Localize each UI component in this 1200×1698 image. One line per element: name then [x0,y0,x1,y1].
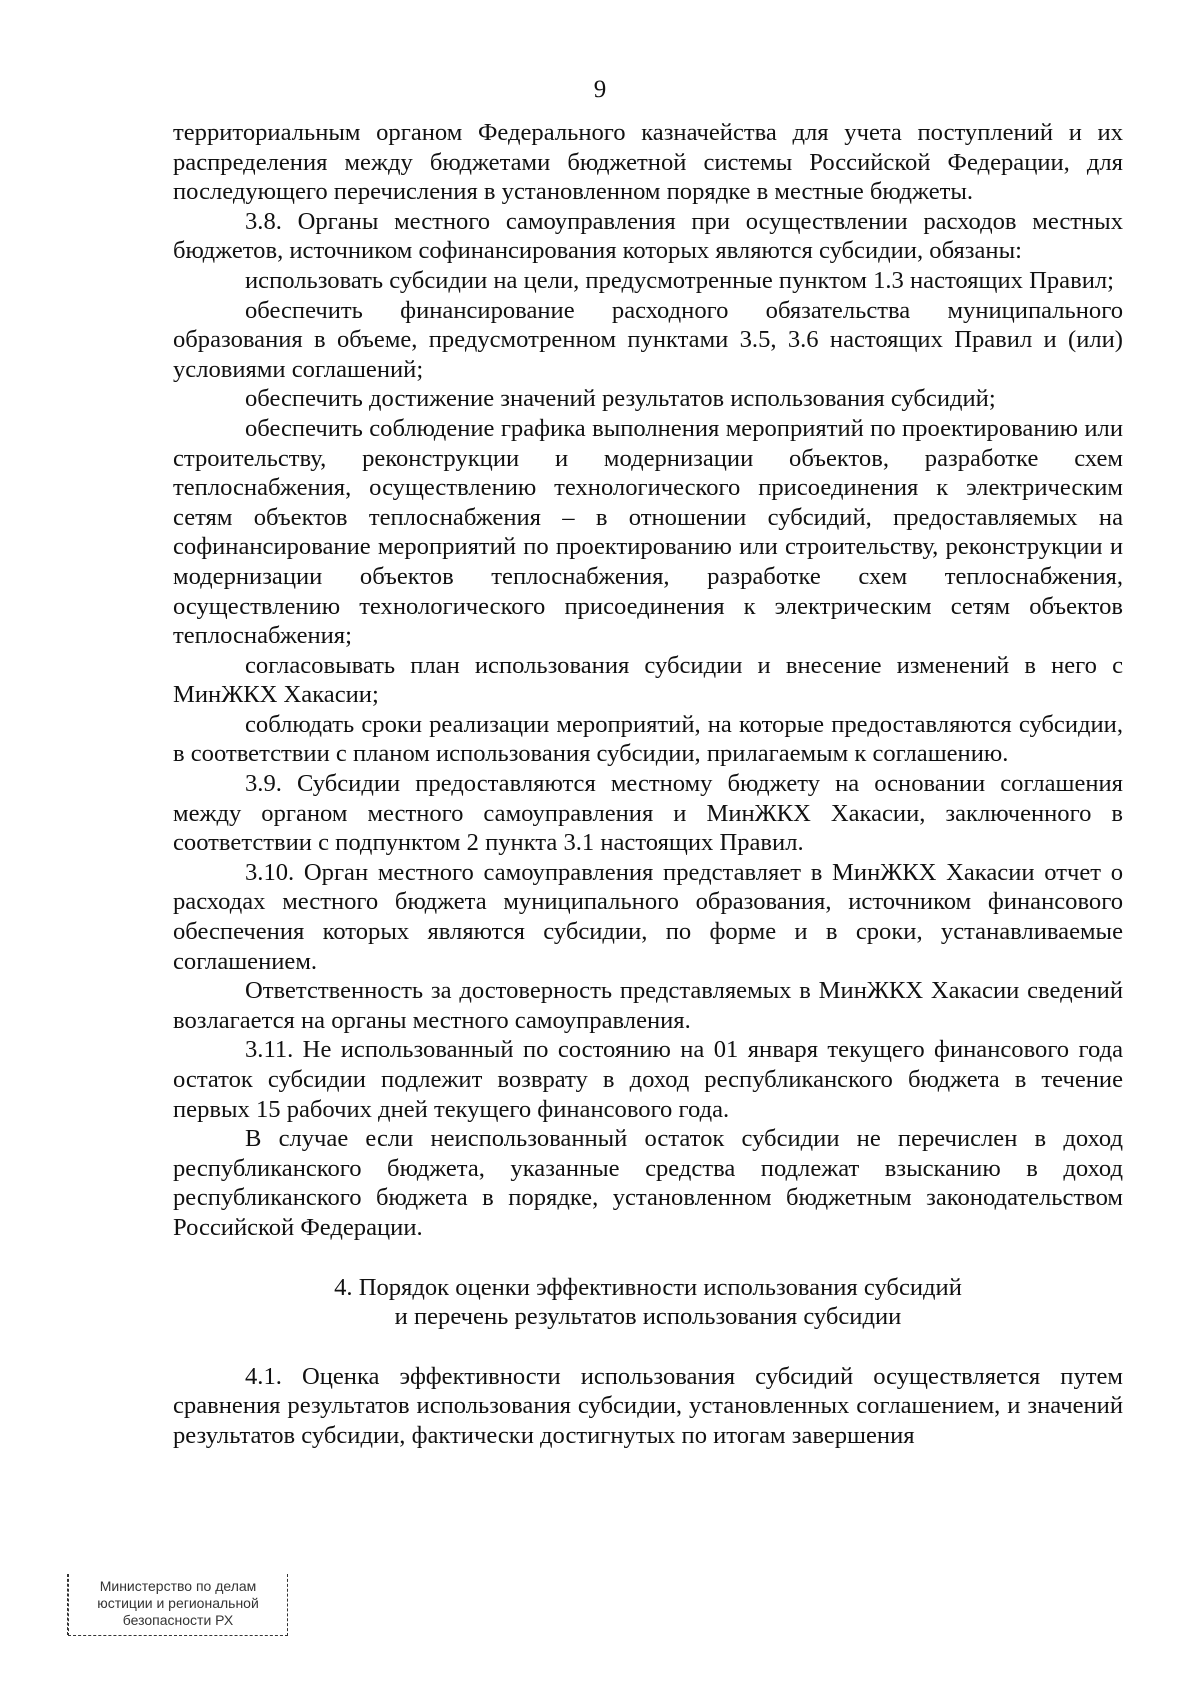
stamp-line-3: безопасности РХ [122,1612,234,1628]
paragraph-3-9: 3.9. Субсидии предоставляются местному бюджету на основании соглашения между органом местного самоуправления и МинЖКХ Хакасии, заключенного в соответствии с подпунктом 2 пункта 3.1 настоящих Правил. [173,770,1123,857]
paragraph-3-11: 3.11. Не использованный по состоянию на 01 января текущего финансового года остаток субсидии подлежит возврату в доход республиканского бюджета в течение первых 15 рабочих дней текущего финансового года. [173,1036,1123,1123]
paragraph-continuation: территориальным органом Федерального казначейства для учета поступлений и их распределения между бюджетами бюджетной системы Российской Федерации, для последующего перечисления в установленном порядке в местные бюджеты. [173,119,1123,206]
stamp-line-2: юстиции и региональной [97,1595,259,1611]
list-item-use-subsidies: использовать субсидии на цели, предусмотренные пунктом 1.3 настоящих Правил; [245,266,1114,294]
list-item-financing: обеспечить финансирование расходного обязательства муниципального образования в объеме, предусмотренном пунктами 3.5, 3.6 настоящих Правил и (или) условиями соглашений; [173,296,1123,383]
paragraph-recovery: В случае если неиспользованный остаток субсидии не перечислен в доход республиканского бюджета, указанные средства подлежат взысканию в доход республиканского бюджета в порядке, установленном бюджетным законодательством Российской Федерации. [173,1125,1123,1241]
section-heading-line-2: и перечень результатов использования субсидии [394,1303,902,1331]
paragraph-3-8: 3.8. Органы местного самоуправления при осуществлении расходов местных бюджетов, источником софинансирования которых являются субсидии, обязаны: [173,207,1123,265]
paragraph-3-10: 3.10. Орган местного самоуправления представляет в МинЖКХ Хакасии отчет о расходах местного бюджета муниципального образования, источником финансового обеспечения которых являются субсидии, по форме и в сроки, устанавливаемые соглашением. [173,858,1123,975]
list-item-schedule: обеспечить соблюдение графика выполнения мероприятий по проектированию или строительству, реконструкции и модернизации объектов, разработке схем теплоснабжения, осуществлению технологического присоединения к электрическим сетям объектов теплоснабжения – в отношении субсидий, предоставляемых на софинансирование мероприятий по проектированию или строительству, реконструкции и модернизации объектов теплоснабжения, разработке схем теплоснабжения, осуществлению технологического присоединения к электрическим сетям объектов теплоснабжения; [173,414,1123,650]
list-item-results: обеспечить достижение значений результатов использования субсидий; [245,385,996,413]
paragraph-4-1: 4.1. Оценка эффективности использования субсидий осуществляется путем сравнения результатов использования субсидии, установленных соглашением, и значений результатов субсидии, фактически достигнутых по итогам завершения [173,1362,1123,1449]
section-heading [173,1273,1123,1332]
list-item-plan-approval: согласовывать план использования субсидии и внесение изменений в него с МинЖКХ Хакасии; [173,651,1123,709]
document-body [173,118,1123,1451]
ministry-stamp [68,1574,288,1636]
section-heading-line-1: 4. Порядок оценки эффективности использования субсидий [334,1273,962,1301]
page-number: 9 [593,76,607,103]
stamp-line-1: Министерство по делам [99,1578,257,1594]
list-item-deadlines: соблюдать сроки реализации мероприятий, на которые предоставляются субсидии, в соответствии с планом использования субсидии, прилагаемым к соглашению. [173,710,1123,768]
paragraph-responsibility: Ответственность за достоверность представляемых в МинЖКХ Хакасии сведений возлагается на органы местного самоуправления. [173,977,1123,1034]
